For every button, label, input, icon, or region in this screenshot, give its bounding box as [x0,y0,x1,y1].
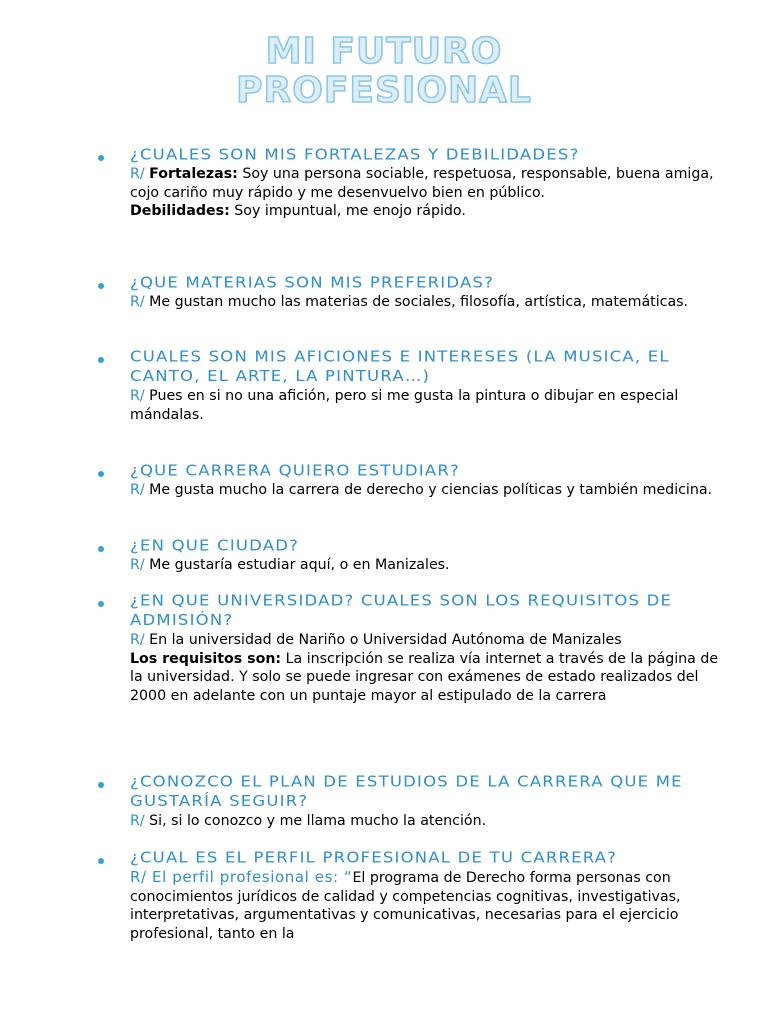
list-item [130,848,730,943]
answer-text [130,631,730,705]
list-item [130,591,730,705]
answer-body: Me gusta mucho la carrera de derecho y ciencias políticas y también medicina. [144,482,713,498]
bullet-icon [98,471,104,477]
list-item [130,273,730,312]
question-heading: CUALES SON MIS AFICIONES E INTERESES (LA MUSICA, EL CANTO, EL ARTE, LA PINTURA…) [130,347,670,385]
answer-prefix: R/ [130,632,145,648]
bullet-icon [98,858,104,864]
fortalezas-label: Fortalezas: [149,166,238,182]
answer-text [130,868,730,943]
answer-body: Me gustaría estudiar aquí, o en Manizales. [144,557,450,573]
list-item [130,347,730,424]
list-item [130,772,730,831]
debilidades-text: Soy impuntual, me enojo rápido. [229,203,466,219]
answer-text [130,812,730,831]
answer-body: El programa de Derecho forma personas con conocimientos jurídicos de calidad y competencias cognitivas, investigativas, interpretativas, argumentativas y comunicativas, necesarias para el ejercicio profesional, tanto en la [130,870,681,942]
answer-body: Me gustan mucho las materias de sociales, filosofía, artística, matemáticas. [144,294,689,310]
question-heading: ¿QUE MATERIAS SON MIS PREFERIDAS? [130,273,495,292]
bullet-icon [98,357,104,363]
answer-text [130,293,730,312]
answer-text [130,165,730,221]
answer-prefix: R/ [130,166,145,182]
answer-prefix: R/ El perfil profesional es: “ [130,868,353,886]
question-heading: ¿EN QUE CIUDAD? [130,536,300,555]
page-title-line-2: PROFESIONAL [236,70,532,111]
question-heading: ¿EN QUE UNIVERSIDAD? CUALES SON LOS REQUISITOS DE ADMISIÓN? [130,591,673,629]
question-heading: ¿CUALES SON MIS FORTALEZAS Y DEBILIDADES? [130,145,580,164]
list-item [130,145,730,221]
question-heading: ¿CUAL ES EL PERFIL PROFESIONAL DE TU CARRERA? [130,848,618,867]
bullet-icon [98,283,104,289]
answer-text [130,481,730,500]
bullet-icon [98,782,104,788]
list-item [130,536,730,575]
bullet-icon [98,155,104,161]
answer-body: Pues en si no una afición, pero si me gusta la pintura o dibujar en especial mándalas. [130,388,679,423]
list-item [130,461,730,500]
answer-text [130,387,730,424]
question-heading: ¿QUE CARRERA QUIERO ESTUDIAR? [130,461,460,480]
answer-prefix: R/ [130,813,145,829]
fortalezas-text: Soy una persona sociable, respetuosa, responsable, buena amiga, cojo cariño muy rápido y me desenvuelvo bien en público. [130,166,714,201]
bullet-icon [98,601,104,607]
answer-body: Si, si lo conozco y me llama mucho la atención. [144,813,487,829]
answer-prefix: R/ [130,294,145,310]
answer-prefix: R/ [130,388,145,404]
answer-text [130,556,730,575]
requisitos-label: Los requisitos son: [130,650,282,667]
answer-body: En la universidad de Nariño o Universidad Autónoma de Manizales [144,632,622,648]
bullet-icon [98,546,104,552]
page-title-line-1: MI FUTURO [265,31,503,72]
answer-prefix: R/ [130,482,145,498]
debilidades-label: Debilidades: [130,203,230,219]
question-heading: ¿CONOZCO EL PLAN DE ESTUDIOS DE LA CARRERA QUE ME GUSTARÍA SEGUIR? [130,772,683,810]
answer-prefix: R/ [130,557,145,573]
requisitos-text: La inscripción se realiza vía internet a través de la página de la universidad. Y solo se puede ingresar con exámenes de estado realizados del 2000 en adelante con un puntaje mayor al estipulado de la carrera [130,650,719,704]
